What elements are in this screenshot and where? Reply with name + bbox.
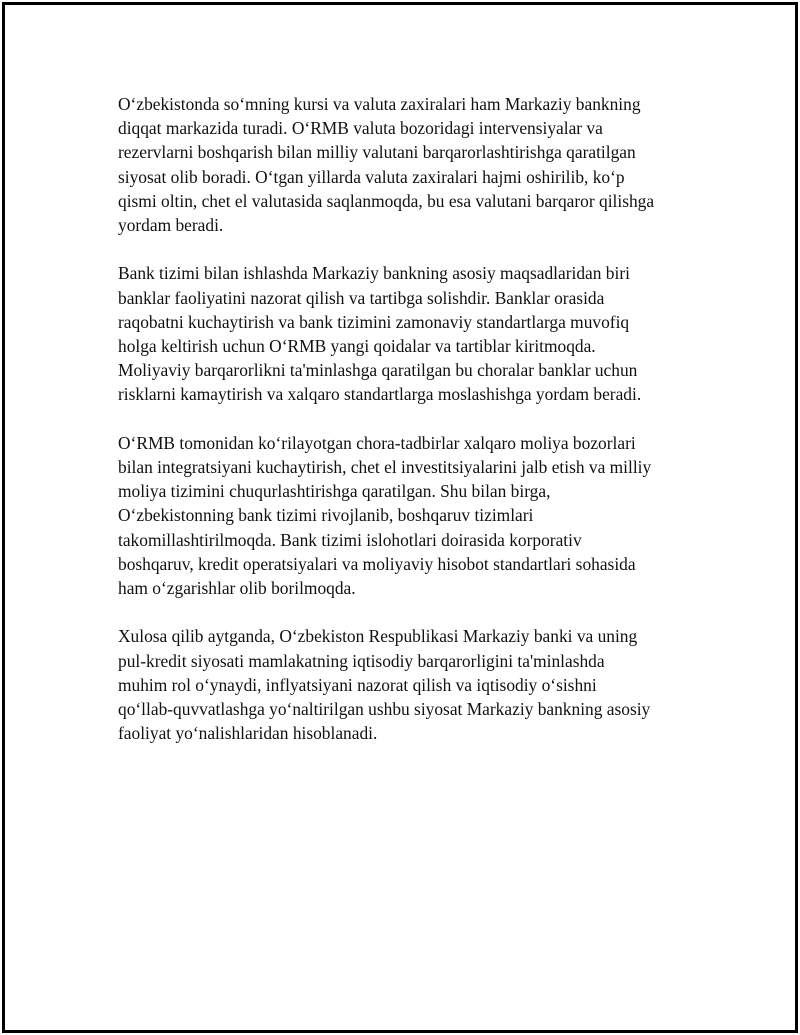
text-line: O‘zbekistonda so‘mning kursi va valuta zaxiralari ham Markaziy bankning bbox=[118, 94, 641, 114]
text-line: boshqaruv, kredit operatsiyalari va moliyaviy hisobot standartlari sohasida bbox=[118, 553, 636, 574]
text-line: yordam beradi. bbox=[118, 215, 224, 236]
text-line: takomillashtirilmoqda. Bank tizimi islohotlari doirasida korporativ bbox=[118, 529, 582, 550]
text-line: Moliyaviy barqarorlikni ta'minlashga qaratilgan bu choralar banklar uchun bbox=[118, 360, 638, 381]
paragraph-1 bbox=[118, 92, 692, 237]
text-line: siyosat olib boradi. O‘tgan yillarda valuta zaxiralari hajmi oshirilib, ko‘p bbox=[118, 166, 625, 187]
text-line: risklarni kamaytirish va xalqaro standartlarga moslashishga yordam beradi. bbox=[118, 384, 642, 405]
text-line: qo‘llab-quvvatlashga yo‘naltirilgan ushbu siyosat Markaziy bankning asosiy bbox=[118, 699, 651, 720]
text-line: O‘zbekistonning bank tizimi rivojlanib, boshqaruv tizimlari bbox=[118, 505, 534, 526]
paragraph-4 bbox=[118, 624, 692, 745]
text-line: rezervlarni boshqarish bilan milliy valutani barqarorlashtirishga qaratilgan bbox=[118, 142, 636, 163]
text-line: qismi oltin, chet el valutasida saqlanmoqda, bu esa valutani barqaror qilishga bbox=[118, 190, 655, 211]
paragraph-2 bbox=[118, 261, 692, 406]
document-body bbox=[118, 92, 692, 770]
text-line: bilan integratsiyani kuchaytirish, chet el investitsiyalarini jalb etish va milliy bbox=[118, 457, 652, 478]
text-line: faoliyat yo‘nalishlaridan hisoblanadi. bbox=[118, 723, 378, 744]
text-line: moliya tizimini chuqurlashtirishga qaratilgan. Shu bilan birga, bbox=[118, 481, 551, 502]
text-line: Bank tizimi bilan ishlashda Markaziy bankning asosiy maqsadlaridan biri bbox=[118, 263, 630, 284]
text-line: pul-kredit siyosati mamlakatning iqtisodiy barqarorligini ta'minlashda bbox=[118, 650, 605, 671]
text-line: raqobatni kuchaytirish va bank tizimini zamonaviy standartlarga muvofiq bbox=[118, 311, 630, 332]
text-line: diqqat markazida turadi. O‘RMB valuta bozoridagi intervensiyalar va bbox=[118, 118, 603, 139]
text-line: Xulosa qilib aytganda, O‘zbekiston Respublikasi Markaziy banki va uning bbox=[118, 626, 638, 647]
paragraph-3 bbox=[118, 431, 692, 600]
text-line: ham o‘zgarishlar olib borilmoqda. bbox=[118, 578, 356, 599]
text-line: O‘RMB tomonidan ko‘rilayotgan chora-tadbirlar xalqaro moliya bozorlari bbox=[118, 432, 636, 453]
text-line: holga keltirish uchun O‘RMB yangi qoidalar va tartiblar kiritmoqda. bbox=[118, 336, 596, 357]
text-line: banklar faoliyatini nazorat qilish va tartibga solishdir. Banklar orasida bbox=[118, 287, 605, 308]
text-line: muhim rol o‘ynaydi, inflyatsiyani nazorat qilish va iqtisodiy o‘sishni bbox=[118, 674, 597, 695]
